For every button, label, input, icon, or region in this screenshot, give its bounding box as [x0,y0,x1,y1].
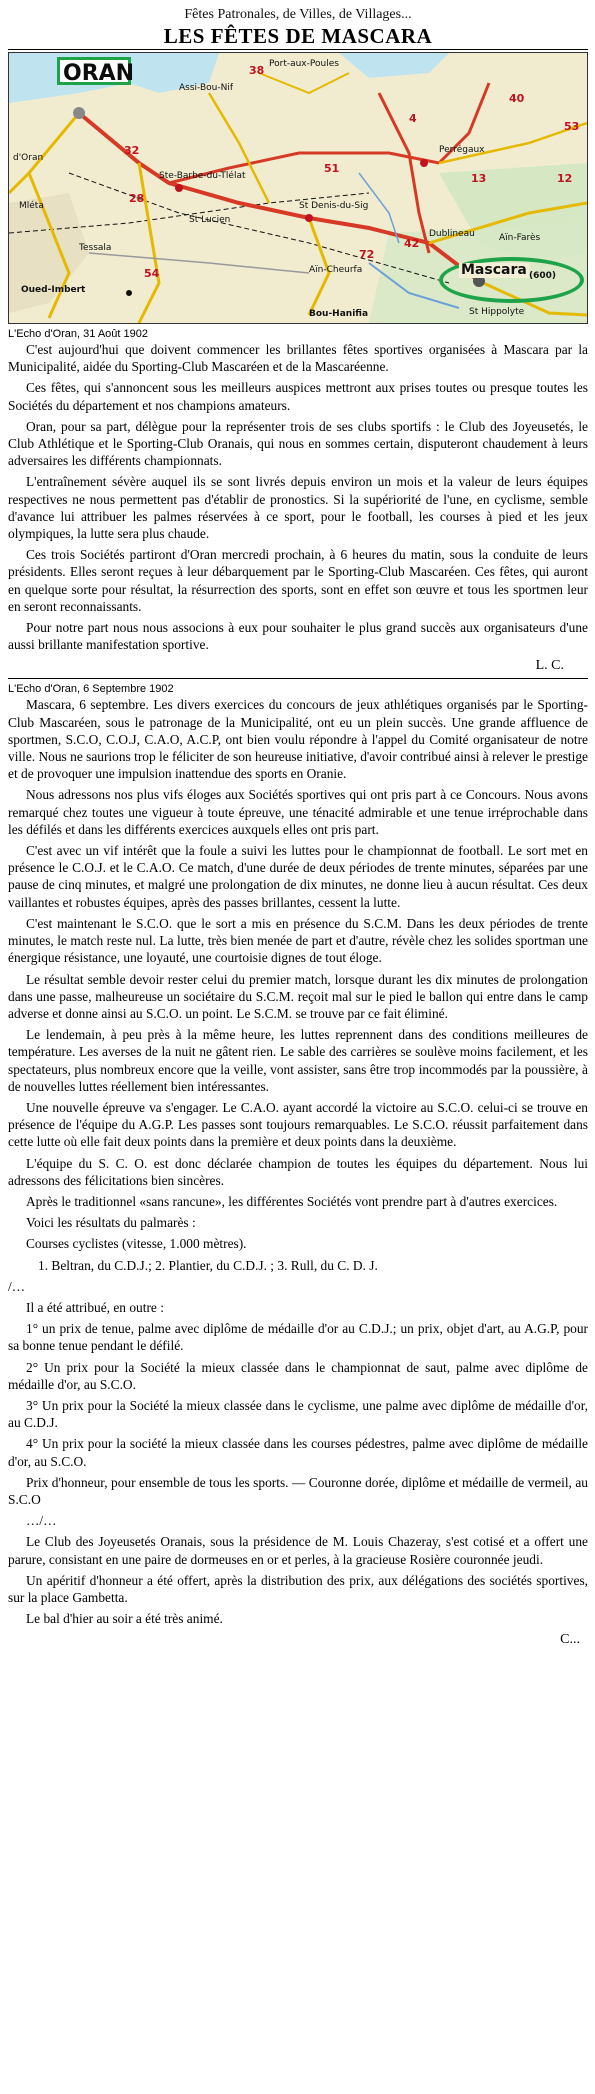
road-number: 32 [124,144,140,157]
article-paragraph: Mascara, 6 septembre. Les divers exercices du concours de jeux athlétiques organisés par le Sporting-Club Mascaréen, sous le patronage de la Municipalité, ont eu un plein succès. Une grande affluence de sportmen, S.C.O, C.O.J, C.A.O, A.C.P, ont bien voulu répondre à l'appel du Comité organisateur de notre ville. Nous ne saurions trop le féliciter de son heureuse initiative, d'avoir contribué ainsi à relever le prestige et de provoquer une impulsion inattendue des sports en Oranie. [8,697,588,782]
article-paragraph: Pour notre part nous nous associons à eux pour souhaiter le plus grand succès aux organisateurs d'une aussi brillante manifestation sportive. [8,620,588,653]
map-label-bou-hanifia: Bou-Hanifia [309,309,369,319]
article-paragraph: C'est maintenant le S.C.O. que le sort a mis en présence du S.C.M. Dans les deux périodes de trente minutes, le match reste nul. La lutte, très bien menée de part et d'autre, révèle chez les solides sportman une énergique résistance, une loyauté, une courtoisie dignes de tout éloge. [8,915,588,966]
road-number: 13 [471,172,487,185]
road-number: 51 [324,162,340,175]
road-number: 42 [404,237,420,250]
article-paragraph: C'est avec un vif intérêt que la foule a suivi les luttes pour le championnat de football. Le sort met en présence le C.O.J. et le C.A.O. Ce match, d'une durée de deux périodes de trente minutes, séparées par une pause de cinq minutes, et malgré une prolongation de dix minutes, ne donne lieu à aucun résultat. Ces deux vaillantes et robustes équipes, après des passes brillantes, cessent la lutte. [8,843,588,910]
map-label-st-hippolyte: St Hippolyte [469,307,525,317]
prize-item: 1° un prix de tenue, palme avec diplôme de médaille d'or au C.D.J.; un prix, objet d'art, au A.G.P, pour sa bonne tenue pendant le défilé. [8,1321,588,1354]
page-title: LES FÊTES DE MASCARA [8,24,588,50]
road-number: 54 [144,267,160,280]
prize-item: 4° Un prix pour la société la mieux classée dans les courses pédestres, palme avec diplôme de médaille d'or, au S.C.O. [8,1436,588,1469]
article-divider [8,678,588,679]
article-body [8,696,588,1627]
article-paragraph: Il a été attribué, en outre : [26,1299,164,1315]
region-map [8,52,588,324]
article-signature: L. C. [535,658,564,674]
article-paragraph: Le bal d'hier au soir a été très animé. [26,1611,223,1627]
article-paragraph: Un apéritif d'honneur a été offert, après la distribution des prix, aux délégations des sociétés sportives, sur la place Gambetta. [8,1572,588,1605]
road-number: 12 [557,172,573,185]
article-page [8,6,588,2088]
prize-item: 3° Un prix pour la Société la mieux classée dans le cyclisme, une palme avec diplôme de médaille d'or, au C.D.J. [8,1397,588,1431]
map-label-oran: ORAN [57,57,131,85]
prize-item: 2° Un prix pour la Société la mieux classée dans le championnat de saut, palme avec diplôme de médaille d'or, au S.C.O. [8,1359,588,1392]
prize-item: Prix d'honneur, pour ensemble de tous les sports. — Couronne dorée, diplôme et médaille de vermeil, au S.C.O [8,1474,588,1507]
article-paragraph: Le lendemain, à peu près à la même heure, les luttes reprennent dans des conditions meilleures de température. Les averses de la nuit ne gâtent rien. Le sable des carrières se soulève moins facilement, et les spectateurs, plus nombreux encore que la veille, vont assister, sans être trop incommodés par la poussière, à de nouvelles luttes réellement bien intéressantes. [8,1027,588,1094]
road-number: 38 [249,64,265,77]
article-paragraph: Ces fêtes, qui s'annoncent sous les meilleurs auspices mettront aux prises toutes ou presque toutes les Sociétés du département et nos champions amateurs. [8,380,588,413]
article-paragraph: Le résultat semble devoir rester celui du premier match, lorsque durant les dix minutes de prolongation dans une passe, malheureuse un sociétaire du S.C.M. reçoit mal sur le pied le ballon qui entre dans le camp adverse et donne ainsi au S.C.O. un point. Le S.C.M. se trouve par ce fait éliminé. [8,971,588,1021]
palmares-heading: Courses cyclistes (vitesse, 1.000 mètres). [26,1236,247,1252]
palmares-results: 1. Beltran, du C.D.J.; 2. Plantier, du C.D.J. ; 3. Rull, du C. D. J. [38,1257,378,1273]
road-number: 40 [509,92,525,105]
article-paragraph: Voici les résultats du palmarès : [26,1215,196,1231]
map-label-mascara: Mascara [461,262,527,278]
ellipsis-marker: /… [8,1278,26,1294]
map-label-st-lucien: St Lucien [189,215,231,225]
article-paragraph: Nous adressons nos plus vifs éloges aux Sociétés sportives qui ont pris part à ce Concours. Nous avons remarqué chez toutes une vigueur à toute épreuve, une ténacité admirable et une tenue irréprochable dans les défilés et dans les différents exercices auxquels elles ont pris part. [8,787,588,837]
map-label-doran: d'Oran [13,153,44,163]
map-label-perregaux: Perrégaux [439,145,485,155]
article-paragraph: Oran, pour sa part, délègue pour la représenter trois de ses clubs sportifs : le Club des Joyeusetés, le Club Athlétique et le Sporting-Club Oranais, qui nous en sommes certain, disputeront chaudement à leurs adversaires les différents championnats. [8,418,588,469]
article-paragraph: Le Club des Joyeusetés Oranais, sous la présidence de M. Louis Chazeray, s'est cotisé et a offert une parure, consistant en une paire de dormeuses en or et perles, à la gracieuse Rosière couronnée jeudi. [8,1534,588,1567]
map-label-dublineau: Dublineau [429,229,475,239]
map-label-altitude: (600) [529,271,557,281]
map-label-ste-barbe: Ste-Barbe-du-Tlélat [159,171,246,181]
map-label-ain-fares: Aïn-Farès [499,233,541,243]
ellipsis-marker: …/… [26,1513,57,1529]
map-label-assi-bou-nif: Assi-Bou-Nif [179,83,233,93]
road-number: 4 [409,112,417,125]
article-paragraph: L'entraînement sévère auquel ils se sont livrés depuis environ un mois et la valeur de leurs équipes respectives ne nous permettent pas d'établir de pronostics. Si la supériorité de l'une, en cyclisme, semble d'avance lui attribuer les palmes réservées à ce sport, pour le football, les courses à pied et les jeux olympiques, la lutte sera plus chaude. [8,474,588,542]
map-label-tessala: Tessala [79,243,112,253]
article-paragraph: Ces trois Sociétés partiront d'Oran mercredi prochain, à 6 heures du matin, sous la conduite de leurs présidents. Elles seront reçues à leur débarquement par le Sporting-Club Mascaréen. Ces fêtes, qui auront en quelque sorte pour résultat, la résurrection des sports, sont en effet son œuvre et tous les sportmen leur en seront reconnaissants. [8,547,588,614]
map-label-oued-imbert: Oued-Imbert [21,285,86,295]
article-body [8,341,588,653]
map-label-port-aux-poules: Port-aux-Poules [269,59,339,69]
article-paragraph: L'équipe du S. C. O. est donc déclarée champion de toutes les équipes du département. Nous lui adressons des félicitations bien sincères. [8,1155,588,1188]
road-number: 72 [359,248,375,261]
map-label-st-denis: St Denis-du-Sig [299,201,369,211]
road-number: 53 [564,120,580,133]
road-number: 28 [129,192,145,205]
map-label-ain-cheurfa: Aïn-Cheurfa [309,265,363,275]
article-paragraph: Après le traditionnel «sans rancune», les différentes Sociétés vont prendre part à d'autres exercices. [26,1193,558,1209]
section-kicker: Fêtes Patronales, de Villes, de Villages... [184,7,412,22]
article-source: L'Echo d'Oran, 31 Août 1902 [8,328,148,340]
article-signature: C... [560,1632,580,1648]
article-source: L'Echo d'Oran, 6 Septembre 1902 [8,683,174,696]
article-paragraph: C'est aujourd'hui que doivent commencer les brillantes fêtes sportives organisées à Mascara par la Municipalité, aidée du Sporting-Club Mascaréen et de la Mascaréenne. [8,342,588,375]
article-paragraph: Une nouvelle épreuve va s'engager. Le C.A.O. ayant accordé la victoire au S.C.O. celui-ci se trouve en présence de l'équipe du A.G.P. Les passes sont toujours remarquables. Le S.C.O. réussit parfaitement dans cette lutte où elle fait deux points dans la première et deux points dans la deuxième. [8,1099,588,1150]
map-label-mleta: Mléta [19,201,44,211]
